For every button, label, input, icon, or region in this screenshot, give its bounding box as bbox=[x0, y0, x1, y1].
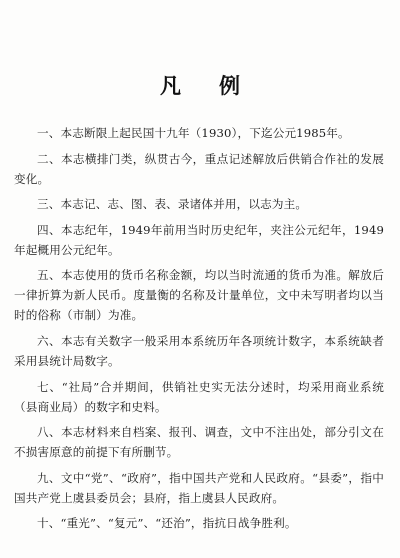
guideline-item-6: 六、本志有关数字一般采用本系统历年各项统计数字，本系统缺者采用县统计局数字。 bbox=[14, 333, 384, 368]
guideline-item-2: 二、本志横排门类，纵贯古今，重点记述解放后供销合作社的发展变化。 bbox=[14, 151, 384, 186]
guideline-item-1: 一、本志断限上起民国十九年（1930），下迄公元1985年。 bbox=[37, 126, 350, 140]
guideline-item-5: 五、本志使用的货币名称金额，均以当时流通的货币为准。解放后一律折算为新人民币。度量衡的名称及计量单位，文中未写明者均以当时的俗称（市制）为准。 bbox=[14, 268, 384, 323]
guideline-item-3: 三、本志记、志、图、表、录诸体并用，以志为主。 bbox=[37, 197, 308, 212]
guidelines-list bbox=[14, 123, 384, 539]
guideline-item-9: 九、文中“党”、“政府”，指中国共产党和人民政府。“县委”，指中国共产党上虞县委员会；县府，指上虞县人民政府。 bbox=[14, 470, 384, 505]
guideline-item-8: 八、本志材料来自档案、报刊、调查，文中不注出处，部分引文在不损害原意的前提下有所删节。 bbox=[14, 425, 384, 460]
guideline-item-4: 四、本志纪年，1949年前用当时历史纪年，夹注公元纪年，1949年起概用公元纪年。 bbox=[14, 222, 384, 257]
guideline-item-10: 十、“重光”、“复元”、“还治”，指抗日战争胜利。 bbox=[37, 516, 297, 531]
page-title: 凡例 bbox=[160, 73, 278, 98]
guideline-item-7: 七、“社局”合并期间，供销社史实无法分述时，均采用商业系统（县商业局）的数字和史料。 bbox=[14, 379, 384, 414]
